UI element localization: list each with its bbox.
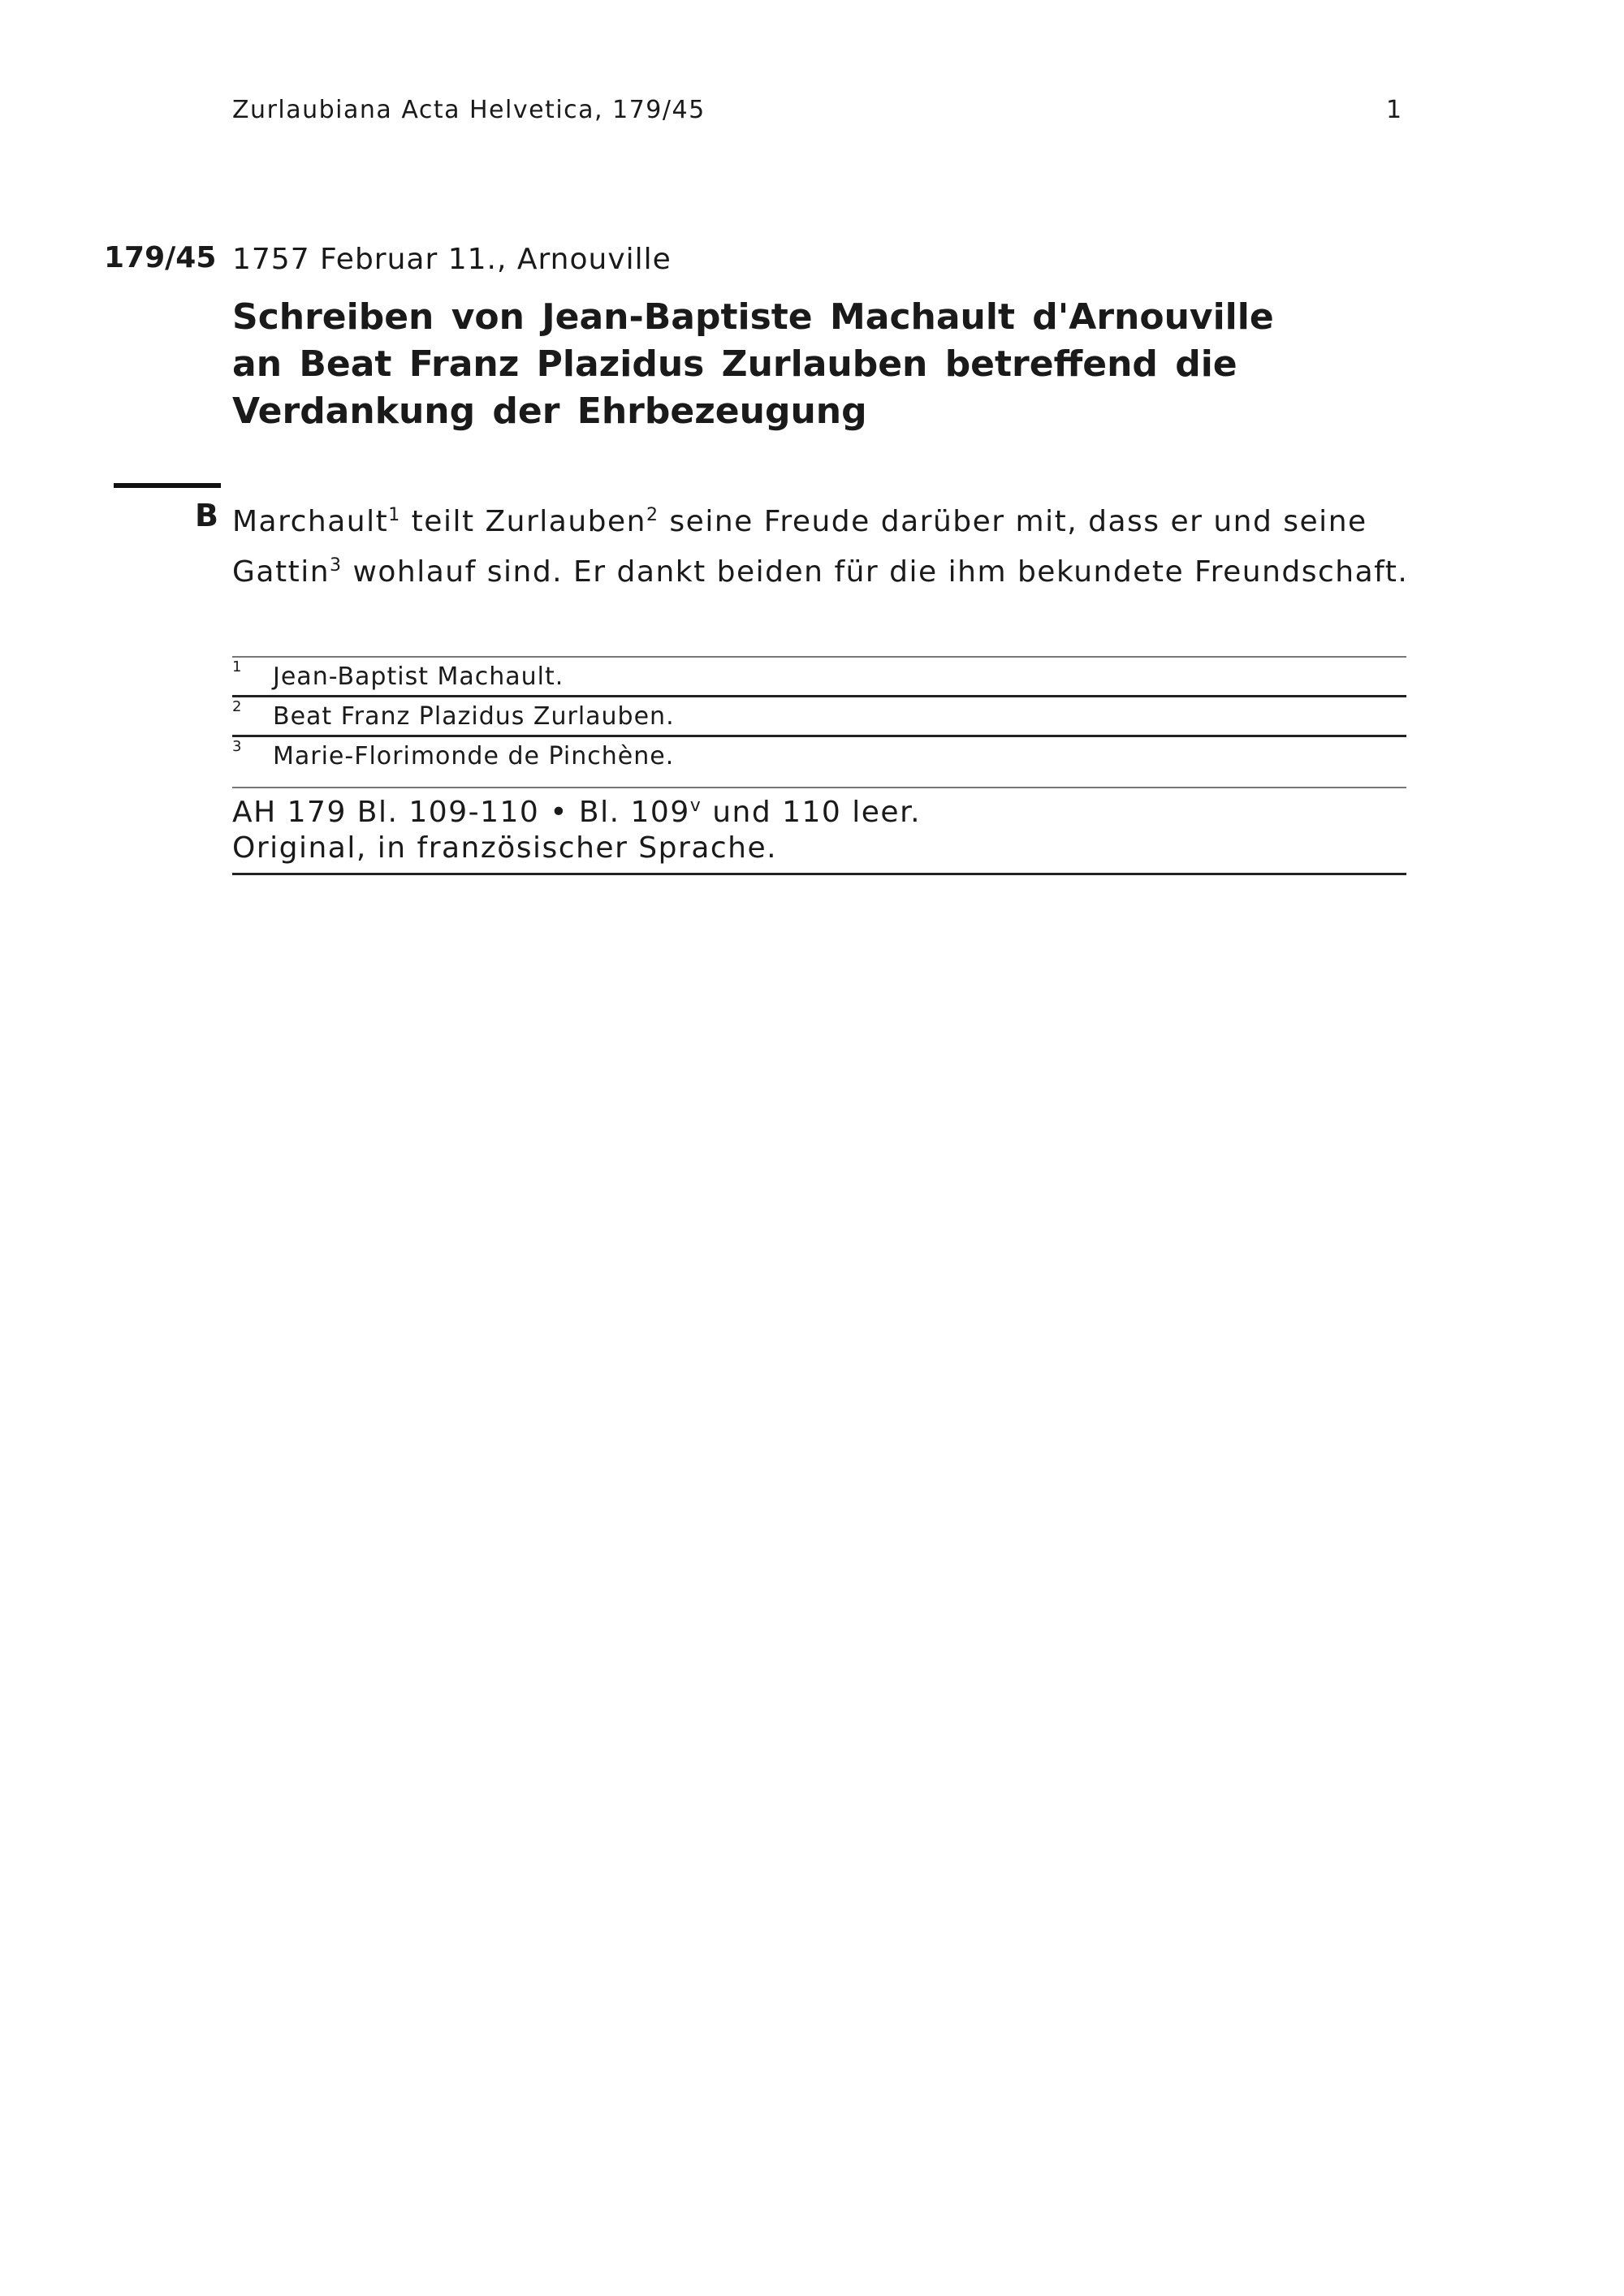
document-type-marker: B (195, 498, 218, 533)
archive-reference (232, 787, 1406, 875)
folio-verso-mark: v (689, 796, 702, 816)
footnote-ref: 3 (330, 555, 343, 576)
page-number: 1 (1386, 96, 1402, 124)
date-place: 1757 Februar 11., Arnouville (232, 243, 672, 276)
footnote-text: Jean-Baptist Machault. (273, 662, 564, 691)
archive-text: und 110 leer. (702, 796, 922, 829)
footnote-ref: 2 (646, 505, 659, 525)
footnote-number: 2 (232, 698, 243, 715)
summary-text: teilt Zurlauben (400, 505, 646, 538)
footnote (232, 656, 1406, 695)
summary-paragraph (232, 497, 1410, 598)
document-title: Schreiben von Jean-Baptiste Machault d'Arnouville an Beat Franz Plazidus Zurlauben betreffend die Verdankung der Ehrbezeugung (232, 296, 1274, 432)
margin-rule (114, 483, 221, 488)
footnote-number: 3 (232, 738, 243, 755)
running-title: Zurlaubiana Acta Helvetica, 179/45 (232, 96, 706, 124)
archive-text: AH 179 Bl. 109-110 • Bl. 109 (232, 796, 690, 829)
footnote (232, 695, 1406, 735)
archive-line: Original, in französischer Sprache. (232, 831, 778, 865)
footnote-number: 1 (232, 658, 243, 675)
archive-line (232, 795, 1406, 831)
footnotes (232, 656, 1406, 775)
footnote-text: Beat Franz Plazidus Zurlauben. (273, 702, 675, 731)
footnote-text: Marie-Florimonde de Pinchène. (273, 742, 675, 770)
footnote-ref: 1 (388, 505, 401, 525)
summary-text: seine Freude darüber mit, dass er und seine Gattin (232, 505, 1367, 589)
footnote (232, 735, 1406, 775)
summary-text: Marchault (232, 505, 389, 538)
summary-text: wohlauf sind. Er dankt beiden für die ihm bekundete Freundschaft. (342, 555, 1409, 589)
document-number: 179/45 (104, 241, 217, 274)
